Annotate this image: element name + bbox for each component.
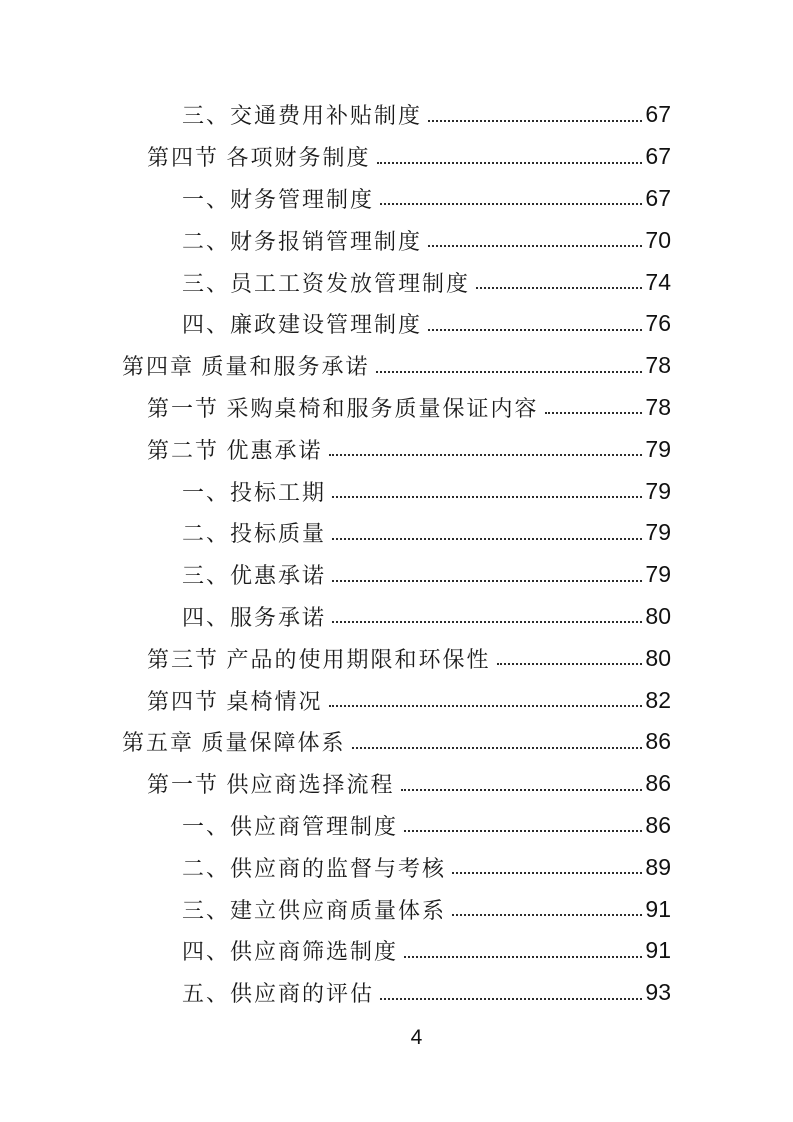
toc-leader-dots: [404, 830, 642, 832]
toc-entry[interactable]: [122, 303, 671, 345]
toc-entry[interactable]: [122, 178, 671, 220]
toc-entry-title[interactable]: 五、供应商的评估: [182, 981, 375, 1007]
toc-entry[interactable]: [122, 972, 671, 1014]
toc-leader-dots: [332, 538, 642, 540]
toc-entry-page: 79: [645, 519, 671, 546]
toc-entry-page: 79: [645, 477, 671, 504]
toc-entry-title[interactable]: 第四节 各项财务制度: [147, 145, 371, 171]
toc-entry[interactable]: [122, 428, 671, 470]
toc-leader-dots: [380, 203, 642, 205]
toc-entry[interactable]: [122, 94, 671, 136]
toc-entry-title[interactable]: 第一节 采购桌椅和服务质量保证内容: [147, 395, 539, 421]
toc-leader-dots: [404, 956, 642, 958]
toc-entry-title[interactable]: 一、投标工期: [182, 479, 327, 505]
toc-entry[interactable]: [122, 846, 671, 888]
toc-leader-dots: [452, 914, 642, 916]
toc-entry-title[interactable]: 二、投标质量: [182, 521, 327, 547]
toc-entry[interactable]: [122, 637, 671, 679]
toc-entry-page: 89: [645, 853, 671, 880]
toc-entry[interactable]: [122, 763, 671, 805]
toc-entry-page: 67: [645, 143, 671, 170]
toc-entry-page: 86: [645, 728, 671, 755]
toc-leader-dots: [428, 120, 642, 122]
toc-entry-title[interactable]: 第四节 桌椅情况: [147, 688, 323, 714]
toc-entry-title[interactable]: 二、财务报销管理制度: [182, 228, 423, 254]
toc-entry[interactable]: [122, 470, 671, 512]
toc-entry-page: 82: [645, 686, 671, 713]
toc-entry-title[interactable]: 三、员工工资发放管理制度: [182, 270, 471, 296]
toc-entry[interactable]: [122, 512, 671, 554]
toc-entry-page: 91: [645, 937, 671, 964]
toc-entry-title[interactable]: 三、优惠承诺: [182, 563, 327, 589]
toc-entry-page: 86: [645, 811, 671, 838]
toc-entry[interactable]: [122, 261, 671, 303]
toc-leader-dots: [401, 789, 643, 791]
toc-entry-page: 80: [645, 602, 671, 629]
toc-entry-title[interactable]: 二、供应商的监督与考核: [182, 855, 447, 881]
toc-leader-dots: [332, 580, 642, 582]
toc-entry-page: 93: [645, 979, 671, 1006]
toc-entry-title[interactable]: 第一节 供应商选择流程: [147, 772, 395, 798]
toc-entry[interactable]: [122, 136, 671, 178]
toc-entry[interactable]: [122, 345, 671, 387]
toc-entry-title[interactable]: 第五章 质量保障体系: [122, 730, 346, 756]
toc-entry-title[interactable]: 第三节 产品的使用期限和环保性: [147, 646, 491, 672]
toc-entry[interactable]: [122, 930, 671, 972]
toc-leader-dots: [332, 496, 642, 498]
toc-entry[interactable]: [122, 888, 671, 930]
toc-entry-page: 79: [645, 561, 671, 588]
toc-entry-page: 86: [645, 770, 671, 797]
toc-leader-dots: [329, 454, 643, 456]
toc-entry-page: 76: [645, 310, 671, 337]
toc-entry-title[interactable]: 第二节 优惠承诺: [147, 437, 323, 463]
toc-leader-dots: [452, 872, 642, 874]
toc-leader-dots: [545, 412, 643, 414]
toc-entry-page: 78: [645, 393, 671, 420]
table-of-contents: [122, 94, 671, 1014]
toc-entry-page: 70: [645, 226, 671, 253]
toc-leader-dots: [352, 747, 643, 749]
toc-entry-title[interactable]: 一、财务管理制度: [182, 186, 375, 212]
page-footer: [40, 1026, 793, 1050]
toc-entry-title[interactable]: 四、供应商筛选制度: [182, 939, 399, 965]
toc-entry-page: 74: [645, 268, 671, 295]
toc-leader-dots: [428, 245, 642, 247]
toc-entry-page: 67: [645, 184, 671, 211]
toc-entry[interactable]: [122, 596, 671, 638]
toc-entry[interactable]: [122, 387, 671, 429]
toc-entry-title[interactable]: 第四章 质量和服务承诺: [122, 354, 370, 380]
toc-entry-title[interactable]: 四、服务承诺: [182, 604, 327, 630]
toc-entry-page: 67: [645, 101, 671, 128]
toc-entry-title[interactable]: 一、供应商管理制度: [182, 813, 399, 839]
toc-leader-dots: [428, 329, 642, 331]
toc-leader-dots: [329, 705, 643, 707]
toc-entry-title[interactable]: 三、交通费用补贴制度: [182, 103, 423, 129]
toc-entry[interactable]: [122, 805, 671, 847]
toc-leader-dots: [476, 287, 642, 289]
toc-entry[interactable]: [122, 219, 671, 261]
toc-entry-page: 91: [645, 895, 671, 922]
toc-entry[interactable]: [122, 679, 671, 721]
toc-entry-title[interactable]: 四、廉政建设管理制度: [182, 312, 423, 338]
toc-entry[interactable]: [122, 554, 671, 596]
toc-leader-dots: [377, 162, 643, 164]
toc-entry-title[interactable]: 三、建立供应商质量体系: [182, 897, 447, 923]
toc-leader-dots: [332, 621, 642, 623]
toc-entry-page: 80: [645, 644, 671, 671]
footer-page-number: 4: [410, 1026, 423, 1049]
toc-leader-dots: [497, 663, 643, 665]
toc-entry-page: 79: [645, 435, 671, 462]
toc-leader-dots: [380, 998, 642, 1000]
toc-entry-page: 78: [645, 352, 671, 379]
toc-leader-dots: [376, 371, 643, 373]
toc-entry[interactable]: [122, 721, 671, 763]
